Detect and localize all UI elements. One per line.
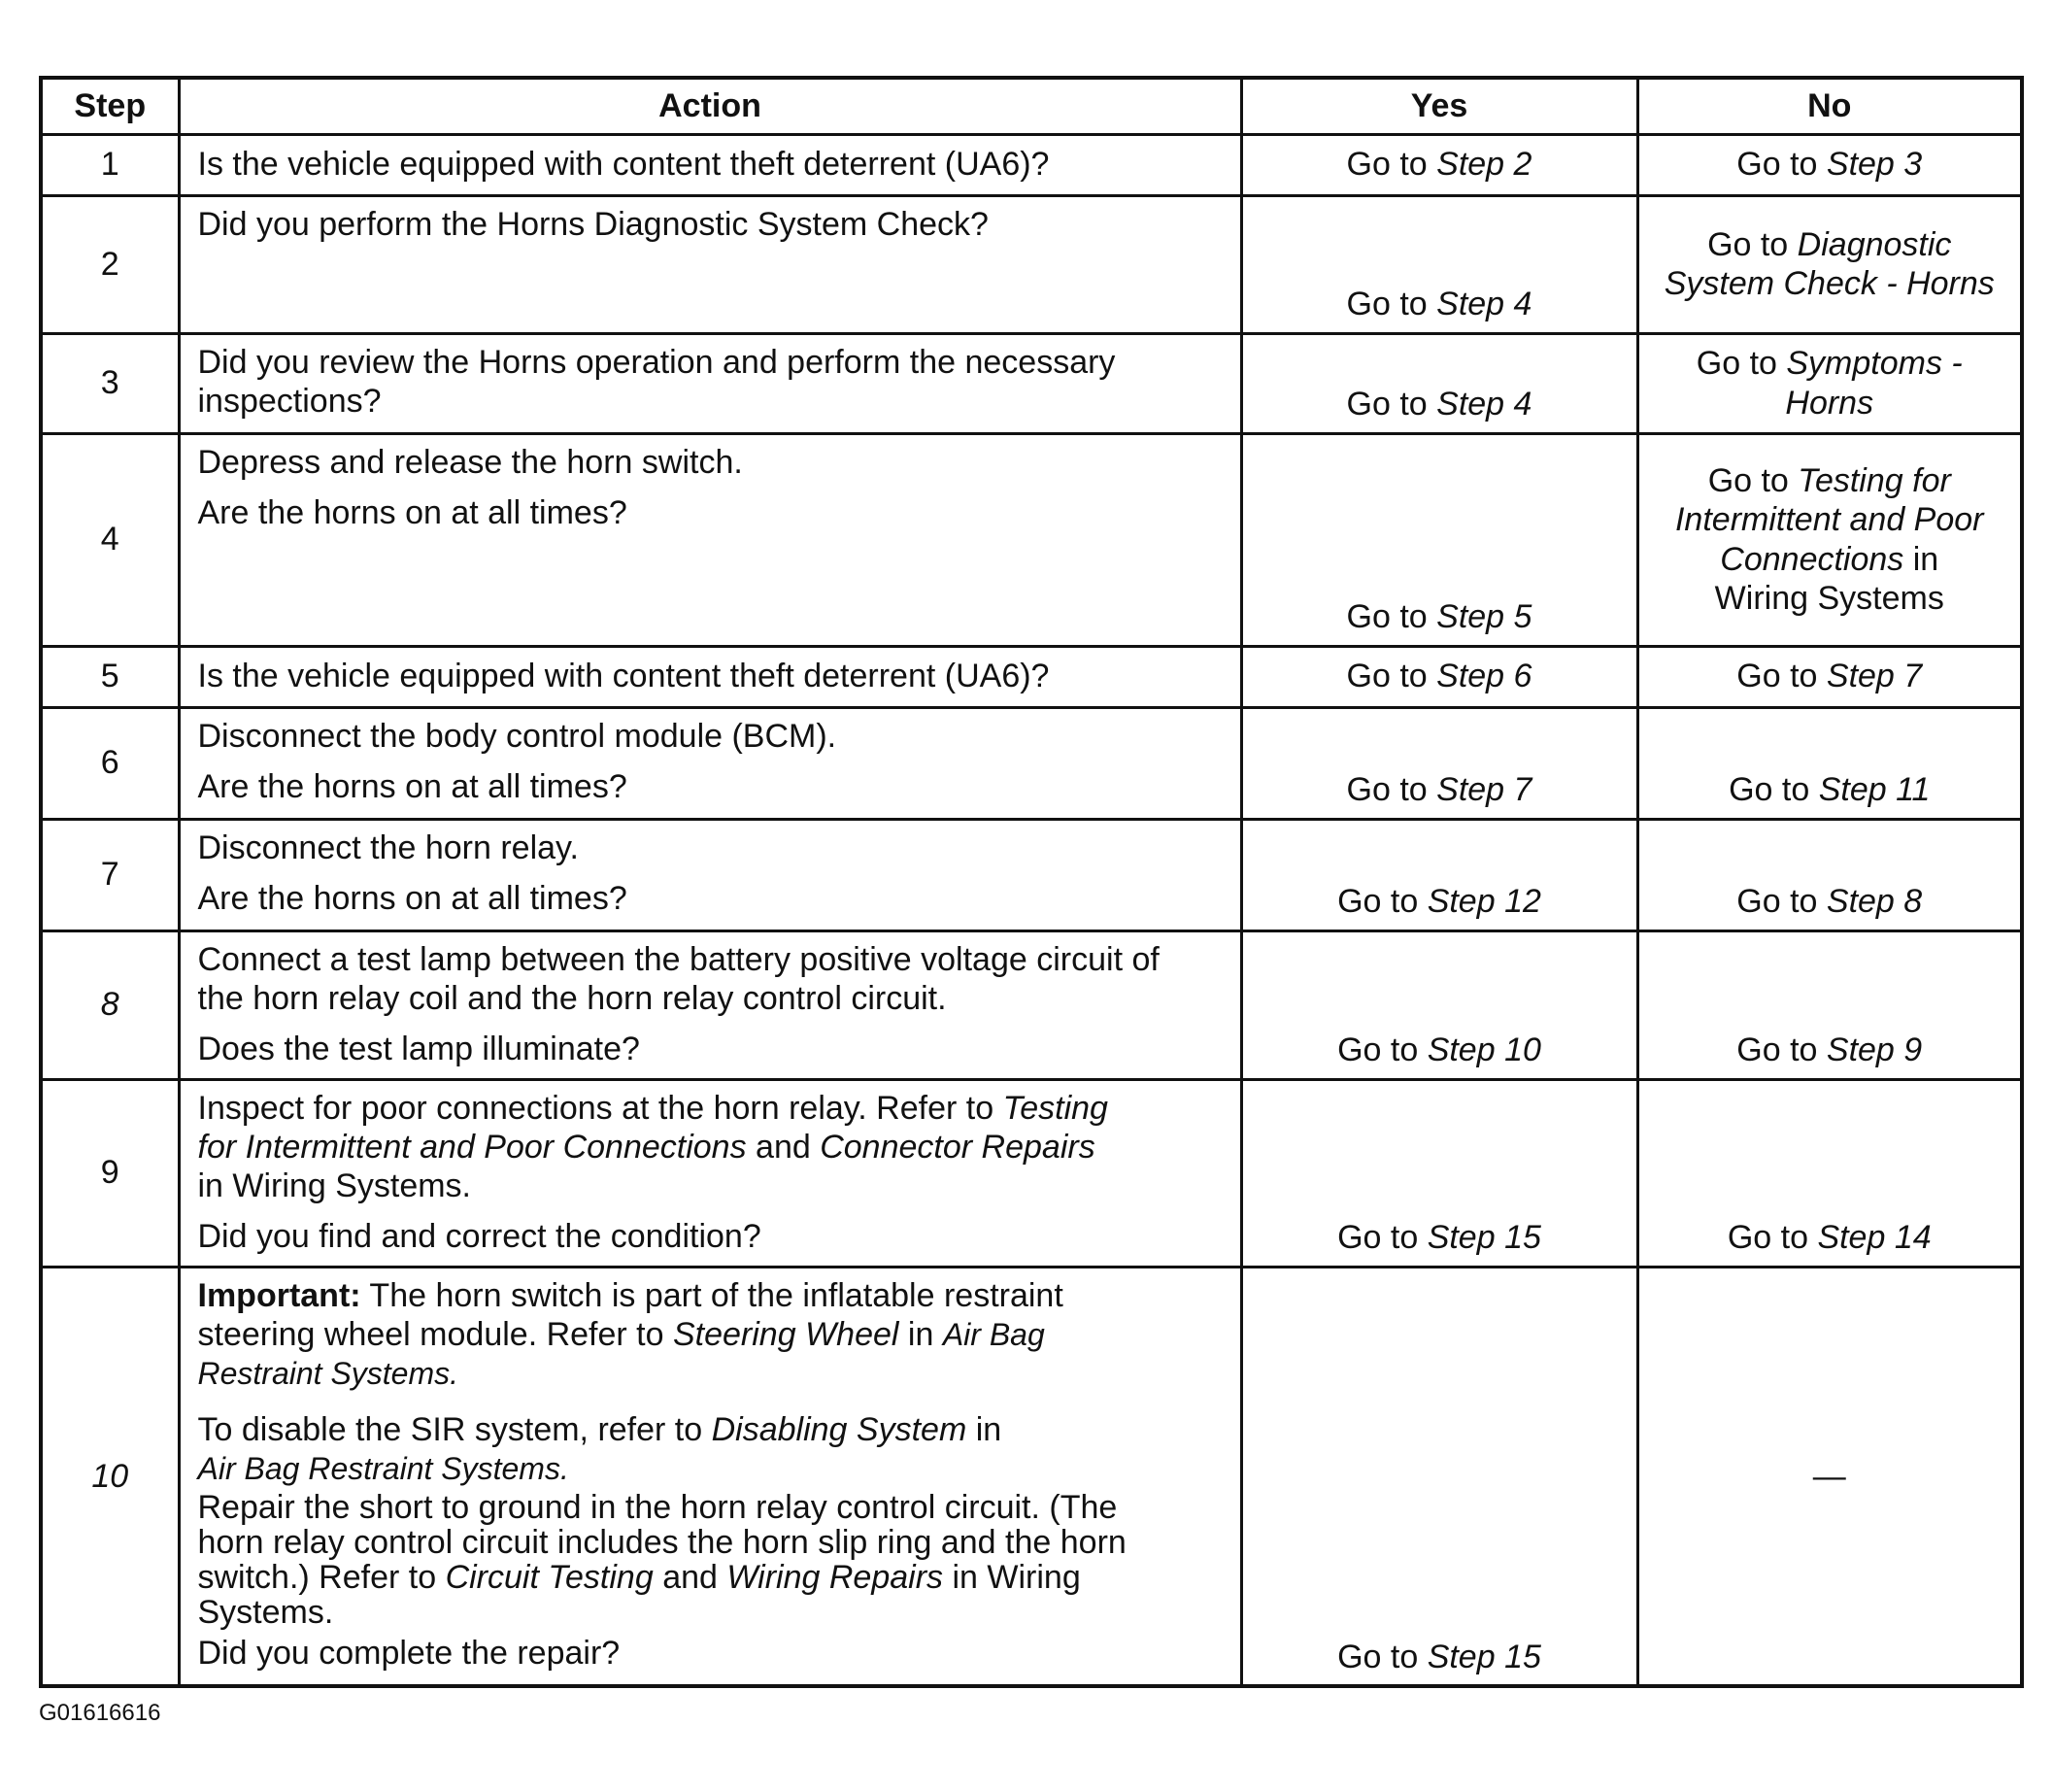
action-cell: [179, 646, 1241, 707]
goto-text: Go to: [1727, 1219, 1818, 1257]
goto-text: Go to: [1337, 1031, 1428, 1069]
goto-text: Go to: [1346, 771, 1437, 809]
no-link[interactable]: Step 9: [1826, 1031, 1923, 1069]
header-yes: Yes: [1241, 78, 1637, 134]
action-line: in: [966, 1410, 1002, 1448]
action-line: To disable the SIR system, refer to: [197, 1410, 712, 1448]
action-cell: [179, 134, 1241, 195]
table-row: [41, 930, 2022, 1079]
action-line: in: [898, 1315, 943, 1353]
action-line: in Wiring Systems.: [197, 1166, 471, 1204]
table-row: [41, 134, 2022, 195]
action-cell: [179, 433, 1241, 646]
ref-link[interactable]: Connector Repairs: [820, 1128, 1095, 1166]
action-text: [198, 343, 1227, 421]
no-cell: [1637, 1267, 2022, 1686]
no-cell: [1637, 134, 2022, 195]
no-link[interactable]: Step 3: [1826, 146, 1923, 184]
action-question: Are the horns on at all times?: [197, 879, 627, 917]
action-line: switch.) Refer to: [197, 1559, 446, 1597]
ref-link[interactable]: Air Bag: [942, 1316, 1045, 1352]
ref-link[interactable]: Testing: [1002, 1089, 1108, 1127]
yes-cell: [1241, 707, 1637, 819]
action-cell: [179, 930, 1241, 1079]
step-number: 7: [41, 819, 179, 930]
goto-text: Go to: [1736, 1031, 1827, 1069]
table-row: [41, 819, 2022, 930]
yes-cell: [1241, 930, 1637, 1079]
no-cell: [1637, 1079, 2022, 1267]
action-line: inspections?: [197, 382, 382, 420]
goto-text: Go to: [1346, 146, 1437, 184]
no-link[interactable]: Testing for: [1798, 462, 1951, 500]
action-question: Did you find and correct the condition?: [197, 1217, 761, 1255]
no-link[interactable]: Step 8: [1826, 883, 1923, 921]
diagnostic-table: [39, 76, 2024, 1688]
no-text: in: [1903, 540, 1939, 578]
disable-note: [198, 1410, 1227, 1488]
action-line: in Wiring: [943, 1559, 1081, 1597]
important-label: Important:: [197, 1276, 361, 1314]
no-link[interactable]: Intermittent and Poor: [1674, 501, 1984, 539]
yes-link[interactable]: Step 12: [1427, 883, 1541, 921]
no-link[interactable]: Symptoms -: [1786, 345, 1963, 383]
goto-text: Go to: [1346, 286, 1437, 323]
yes-link[interactable]: Step 15: [1427, 1638, 1541, 1675]
no-cell: [1637, 433, 2022, 646]
action-line: Connect a test lamp between the battery positive voltage circuit of: [197, 940, 1160, 978]
goto-text: Go to: [1729, 771, 1819, 809]
yes-cell: [1241, 646, 1637, 707]
step-number: 6: [41, 707, 179, 819]
yes-cell: [1241, 433, 1637, 646]
no-link[interactable]: Connections: [1720, 540, 1904, 578]
yes-cell: [1241, 819, 1637, 930]
goto-text: Go to: [1707, 462, 1799, 500]
no-cell: [1637, 707, 2022, 819]
action-text: [198, 1089, 1227, 1205]
no-link[interactable]: Diagnostic: [1797, 225, 1952, 263]
action-line: horn relay control circuit includes the horn slip ring and the horn: [197, 1524, 1127, 1562]
action-cell: [179, 707, 1241, 819]
action-line: Did you review the Horns operation and perform the necessary: [197, 343, 1116, 381]
table-row: [41, 1267, 2022, 1686]
yes-cell: [1241, 134, 1637, 195]
goto-text: Go to: [1736, 883, 1827, 921]
action-cell: [179, 1267, 1241, 1686]
figure-id: G01616616: [39, 1700, 161, 1726]
header-action: Action: [179, 78, 1241, 134]
ref-link[interactable]: Steering Wheel: [672, 1315, 899, 1353]
goto-text: Go to: [1337, 1638, 1428, 1675]
yes-link[interactable]: Step 4: [1436, 286, 1532, 323]
table-row: [41, 1079, 2022, 1267]
action-line: and: [653, 1559, 727, 1597]
no-link[interactable]: System Check - Horns: [1664, 265, 1995, 302]
repair-note: [198, 1490, 1227, 1630]
yes-link[interactable]: Step 10: [1427, 1031, 1541, 1069]
action-text: [198, 940, 1227, 1018]
step-number: 1: [41, 134, 179, 195]
ref-link[interactable]: Circuit Testing: [445, 1559, 654, 1597]
action-text: Depress and release the horn switch.: [197, 443, 743, 481]
yes-link[interactable]: Step 4: [1436, 386, 1532, 423]
yes-link[interactable]: Step 7: [1436, 771, 1532, 809]
goto-text: Go to: [1346, 598, 1437, 636]
yes-link[interactable]: Step 15: [1427, 1219, 1541, 1257]
yes-link[interactable]: Step 6: [1436, 658, 1532, 695]
goto-text: Go to: [1346, 658, 1437, 695]
ref-link[interactable]: Wiring Repairs: [726, 1559, 944, 1597]
yes-link[interactable]: Step 2: [1436, 146, 1532, 184]
action-line: Systems.: [197, 1594, 334, 1632]
step-number: 4: [41, 433, 179, 646]
table-row: [41, 433, 2022, 646]
yes-cell: [1241, 1079, 1637, 1267]
step-number: 8: [41, 930, 179, 1079]
action-question: Does the test lamp illuminate?: [197, 1030, 640, 1067]
action-cell: [179, 819, 1241, 930]
action-question: Are the horns on at all times?: [197, 493, 627, 531]
no-link[interactable]: Step 14: [1817, 1219, 1932, 1257]
action-line: The horn switch is part of the inflatable restraint: [360, 1276, 1063, 1314]
action-text: Disconnect the horn relay.: [197, 828, 579, 866]
yes-link[interactable]: Step 5: [1436, 598, 1532, 636]
header-row: [41, 78, 2022, 134]
action-text: Disconnect the body control module (BCM).: [197, 717, 837, 755]
table-row: [41, 646, 2022, 707]
step-number: 5: [41, 646, 179, 707]
action-text: Is the vehicle equipped with content theft deterrent (UA6)?: [197, 658, 1050, 695]
no-link[interactable]: Horns: [1785, 384, 1874, 422]
header-step: Step: [41, 78, 179, 134]
table-row: [41, 707, 2022, 819]
ref-link[interactable]: Disabling System: [711, 1410, 967, 1448]
action-text: Did you perform the Horns Diagnostic System Check?: [197, 205, 989, 243]
important-note: [198, 1276, 1227, 1393]
header-no: No: [1637, 78, 2022, 134]
goto-text: Go to: [1337, 883, 1428, 921]
no-cell: [1637, 930, 2022, 1079]
action-cell: [179, 1079, 1241, 1267]
table-row: [41, 195, 2022, 333]
action-line: Repair the short to ground in the horn relay control circuit. (The: [197, 1489, 1118, 1527]
step-number: 10: [41, 1267, 179, 1686]
action-question: Did you complete the repair?: [197, 1635, 621, 1673]
yes-cell: [1241, 1267, 1637, 1686]
step-number: 2: [41, 195, 179, 333]
no-text: Wiring Systems: [1714, 579, 1944, 617]
no-link[interactable]: Step 11: [1818, 771, 1931, 809]
no-cell: [1637, 333, 2022, 433]
no-cell: [1637, 195, 2022, 333]
step-number: 3: [41, 333, 179, 433]
action-cell: [179, 195, 1241, 333]
ref-link[interactable]: Air Bag Restraint Systems.: [197, 1450, 569, 1486]
action-line: the horn relay coil and the horn relay control circuit.: [197, 979, 947, 1017]
ref-link[interactable]: Restraint Systems.: [197, 1355, 459, 1391]
goto-text: Go to: [1696, 345, 1787, 383]
no-cell: [1637, 646, 2022, 707]
yes-cell: [1241, 195, 1637, 333]
goto-text: Go to: [1707, 225, 1798, 263]
action-line: steering wheel module. Refer to: [197, 1315, 673, 1353]
table-row: [41, 333, 2022, 433]
no-cell: [1637, 819, 2022, 930]
action-cell: [179, 333, 1241, 433]
yes-cell: [1241, 333, 1637, 433]
action-line: and: [746, 1128, 821, 1166]
action-text: Is the vehicle equipped with content theft deterrent (UA6)?: [197, 146, 1050, 184]
action-line: Inspect for poor connections at the horn relay. Refer to: [197, 1089, 1003, 1127]
goto-text: Go to: [1736, 658, 1827, 695]
goto-text: Go to: [1337, 1219, 1428, 1257]
goto-text: Go to: [1736, 146, 1827, 184]
no-link[interactable]: Step 7: [1826, 658, 1923, 695]
step-number: 9: [41, 1079, 179, 1267]
goto-text: Go to: [1346, 386, 1437, 423]
ref-link[interactable]: for Intermittent and Poor Connections: [197, 1128, 747, 1166]
action-question: Are the horns on at all times?: [197, 767, 627, 805]
no-dash: —: [1812, 1457, 1846, 1495]
